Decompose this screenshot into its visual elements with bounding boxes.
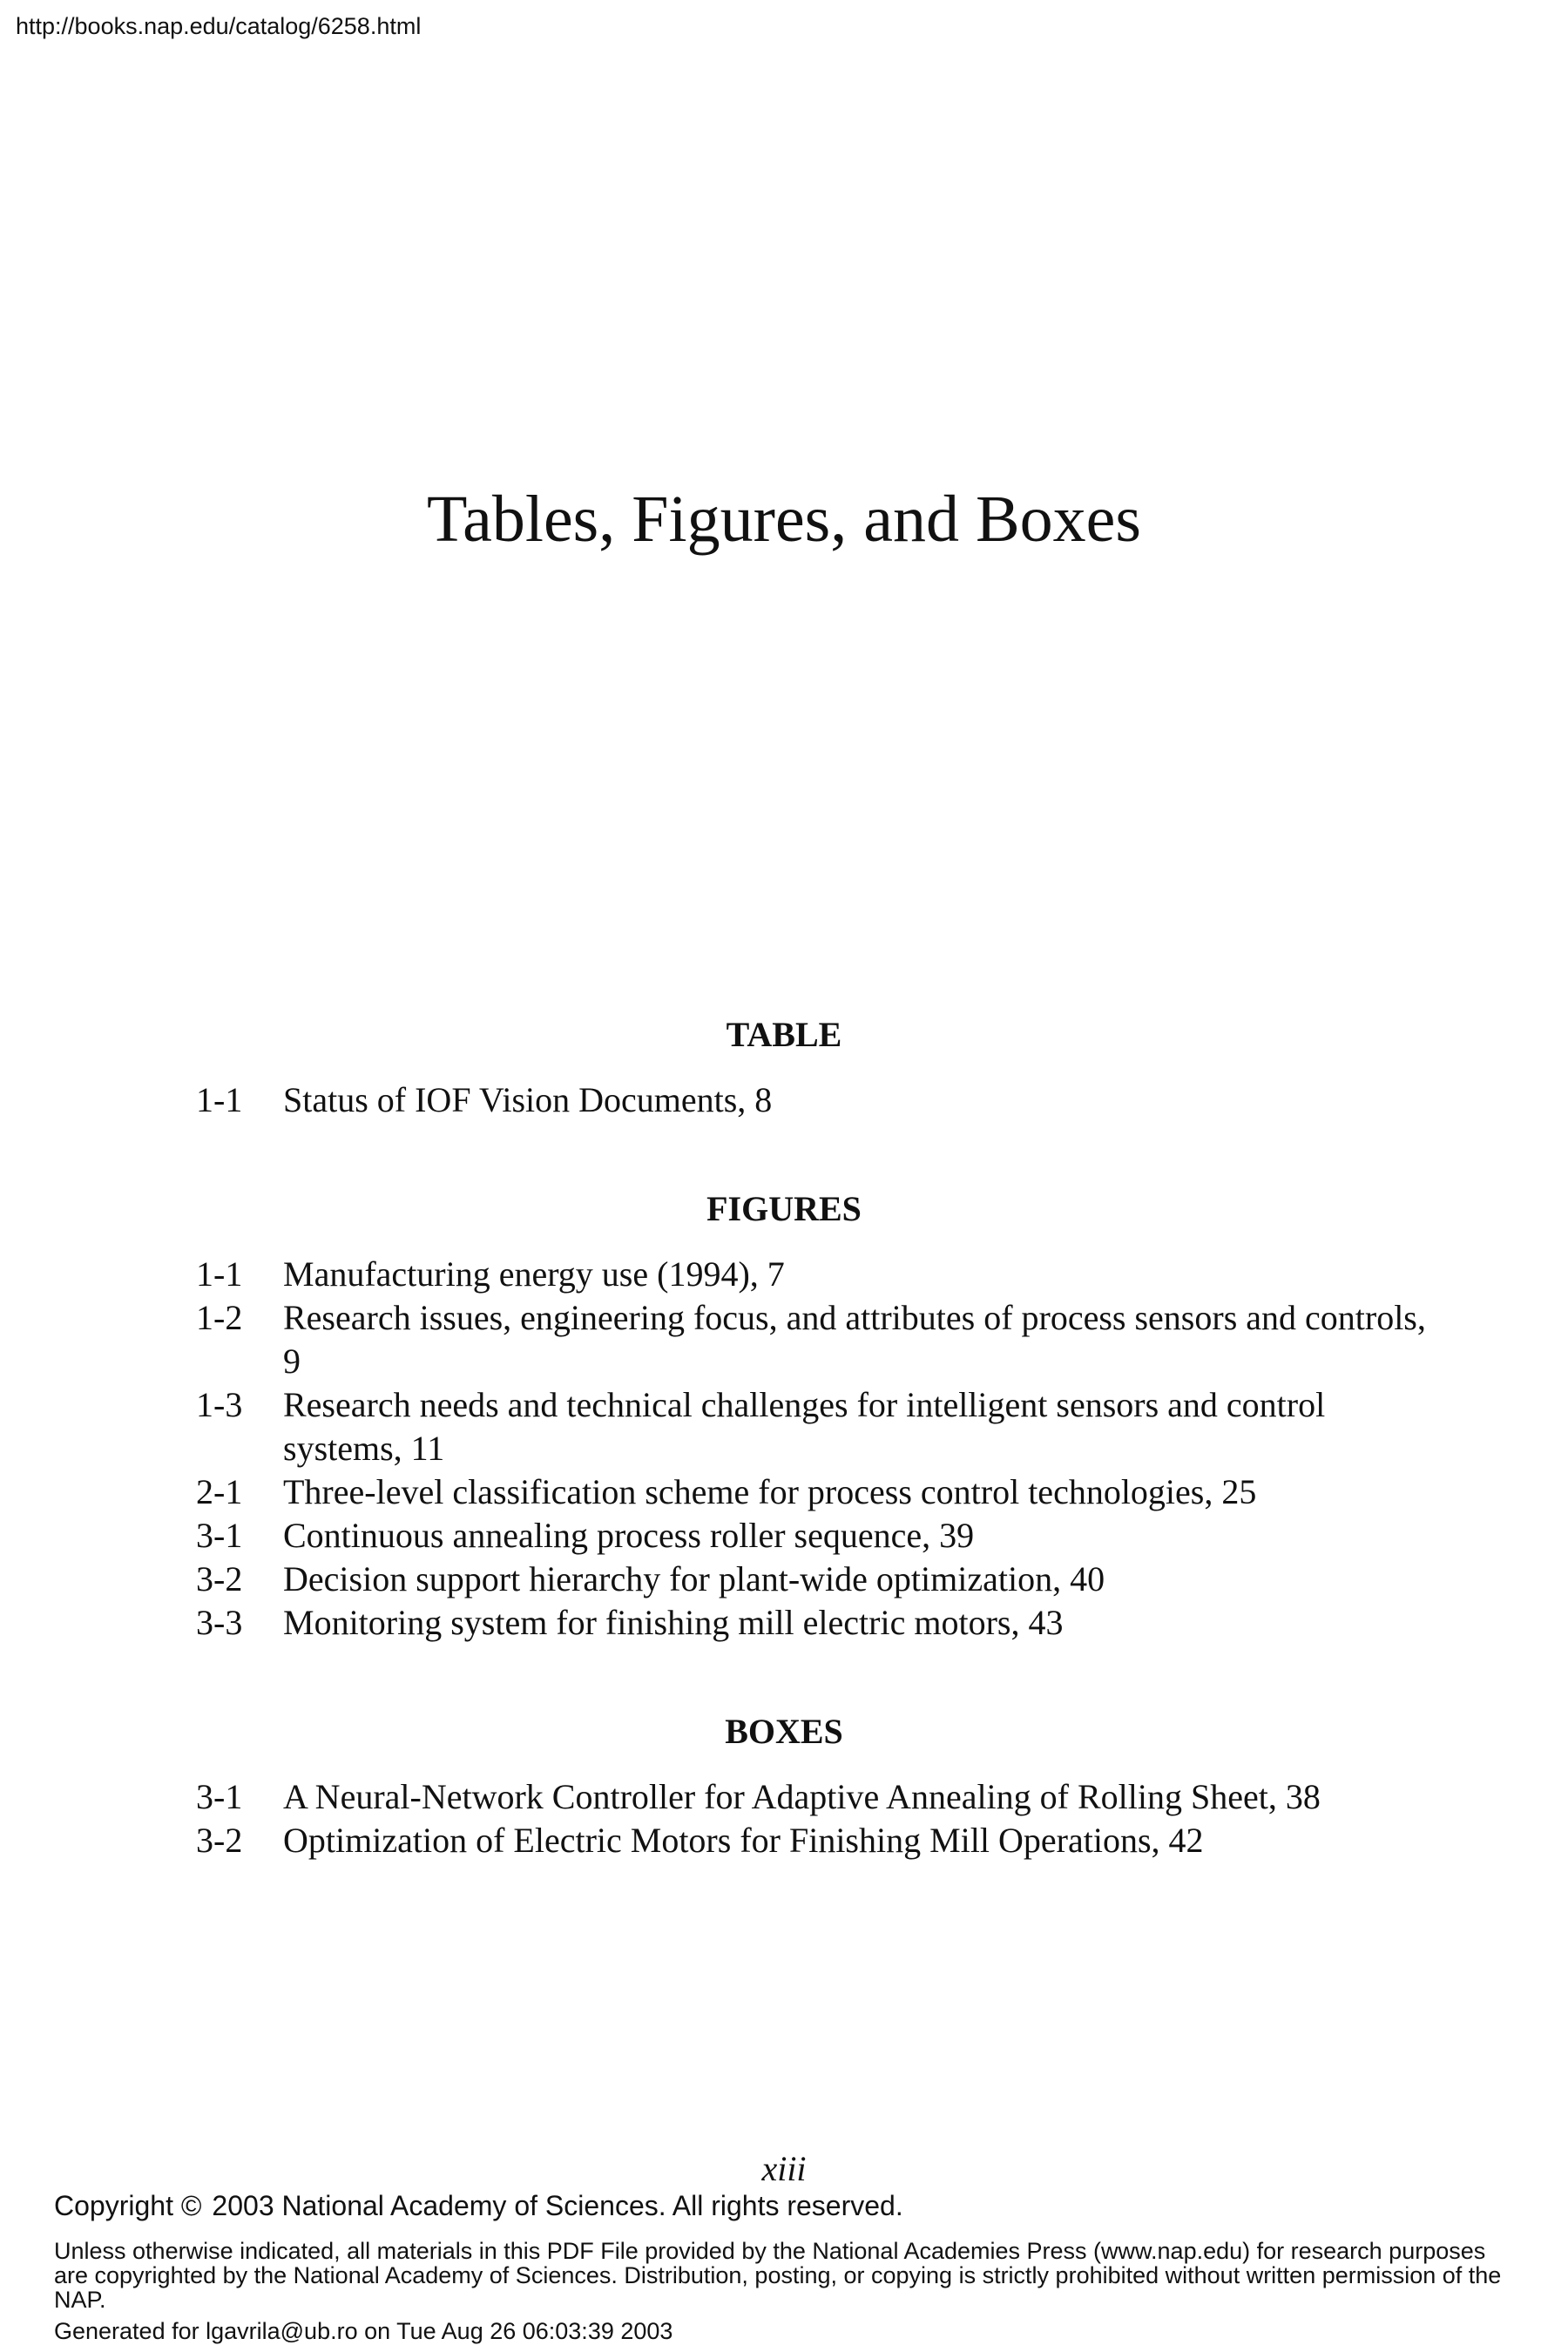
boxes-list — [196, 1775, 1433, 1862]
figure-entry — [196, 1383, 1433, 1470]
entry-title: Research issues, engineering focus, and attributes of process sensors and controls, 9 — [283, 1298, 1426, 1381]
entry-title: Manufacturing energy use (1994), 7 — [283, 1254, 785, 1294]
page-title: Tables, Figures, and Boxes — [426, 482, 1141, 556]
generated-stamp: Generated for lgavrila@ub.ro on Tue Aug 26 06:03:39 2003 — [54, 2318, 673, 2344]
page-number: xiii — [761, 2149, 807, 2188]
figure-entry — [196, 1601, 1433, 1645]
entry-number: 3-1 — [196, 1516, 243, 1555]
table-entry — [196, 1078, 1433, 1122]
usage-notice: Unless otherwise indicated, all materials in this PDF File provided by the National Academies Press (www.nap.edu) for research purposes are copyrighted by the National Academy of Sciences. Distribution, posting, or copying is strictly prohibited without written permission of the NAP. — [54, 2238, 1502, 2313]
entry-number: 3-3 — [196, 1603, 243, 1642]
entry-number: 3-2 — [196, 1559, 243, 1598]
figure-entry — [196, 1253, 1433, 1296]
source-url: http://books.nap.edu/catalog/6258.html — [16, 13, 422, 39]
table-list — [196, 1078, 1433, 1122]
entry-title: Continuous annealing process roller sequence, 39 — [283, 1516, 975, 1555]
box-entry — [196, 1775, 1433, 1819]
entry-number: 1-1 — [196, 1254, 243, 1294]
entry-number: 1-2 — [196, 1298, 243, 1337]
copyright-text: 2003 National Academy of Sciences. All rights reserved. — [212, 2190, 903, 2221]
boxes-section-heading: BOXES — [725, 1712, 843, 1751]
entry-title: A Neural-Network Controller for Adaptive Annealing of Rolling Sheet, 38 — [283, 1777, 1321, 1816]
entry-title: Decision support hierarchy for plant-wide optimization, 40 — [283, 1559, 1105, 1598]
entry-number: 3-2 — [196, 1821, 243, 1860]
box-entry — [196, 1819, 1433, 1862]
copyright-line — [54, 2189, 903, 2222]
entry-number: 1-1 — [196, 1080, 243, 1119]
entry-number: 3-1 — [196, 1777, 243, 1816]
figure-entry — [196, 1514, 1433, 1558]
copyright-label: Copyright © — [54, 2190, 202, 2221]
entry-title: Monitoring system for finishing mill electric motors, 43 — [283, 1603, 1064, 1642]
figure-entry — [196, 1558, 1433, 1601]
entry-title: Three-level classification scheme for process control technologies, 25 — [283, 1472, 1257, 1511]
figure-entry — [196, 1296, 1433, 1383]
figure-entry — [196, 1470, 1433, 1514]
entry-number: 2-1 — [196, 1472, 243, 1511]
entry-title: Status of IOF Vision Documents, 8 — [283, 1080, 773, 1119]
figures-section-heading: FIGURES — [706, 1189, 862, 1228]
table-section-heading: TABLE — [726, 1015, 842, 1054]
entry-number: 1-3 — [196, 1385, 243, 1424]
entry-title: Research needs and technical challenges for intelligent sensors and control systems, 11 — [283, 1385, 1326, 1468]
figures-list — [196, 1253, 1433, 1645]
entry-title: Optimization of Electric Motors for Finishing Mill Operations, 42 — [283, 1821, 1204, 1860]
